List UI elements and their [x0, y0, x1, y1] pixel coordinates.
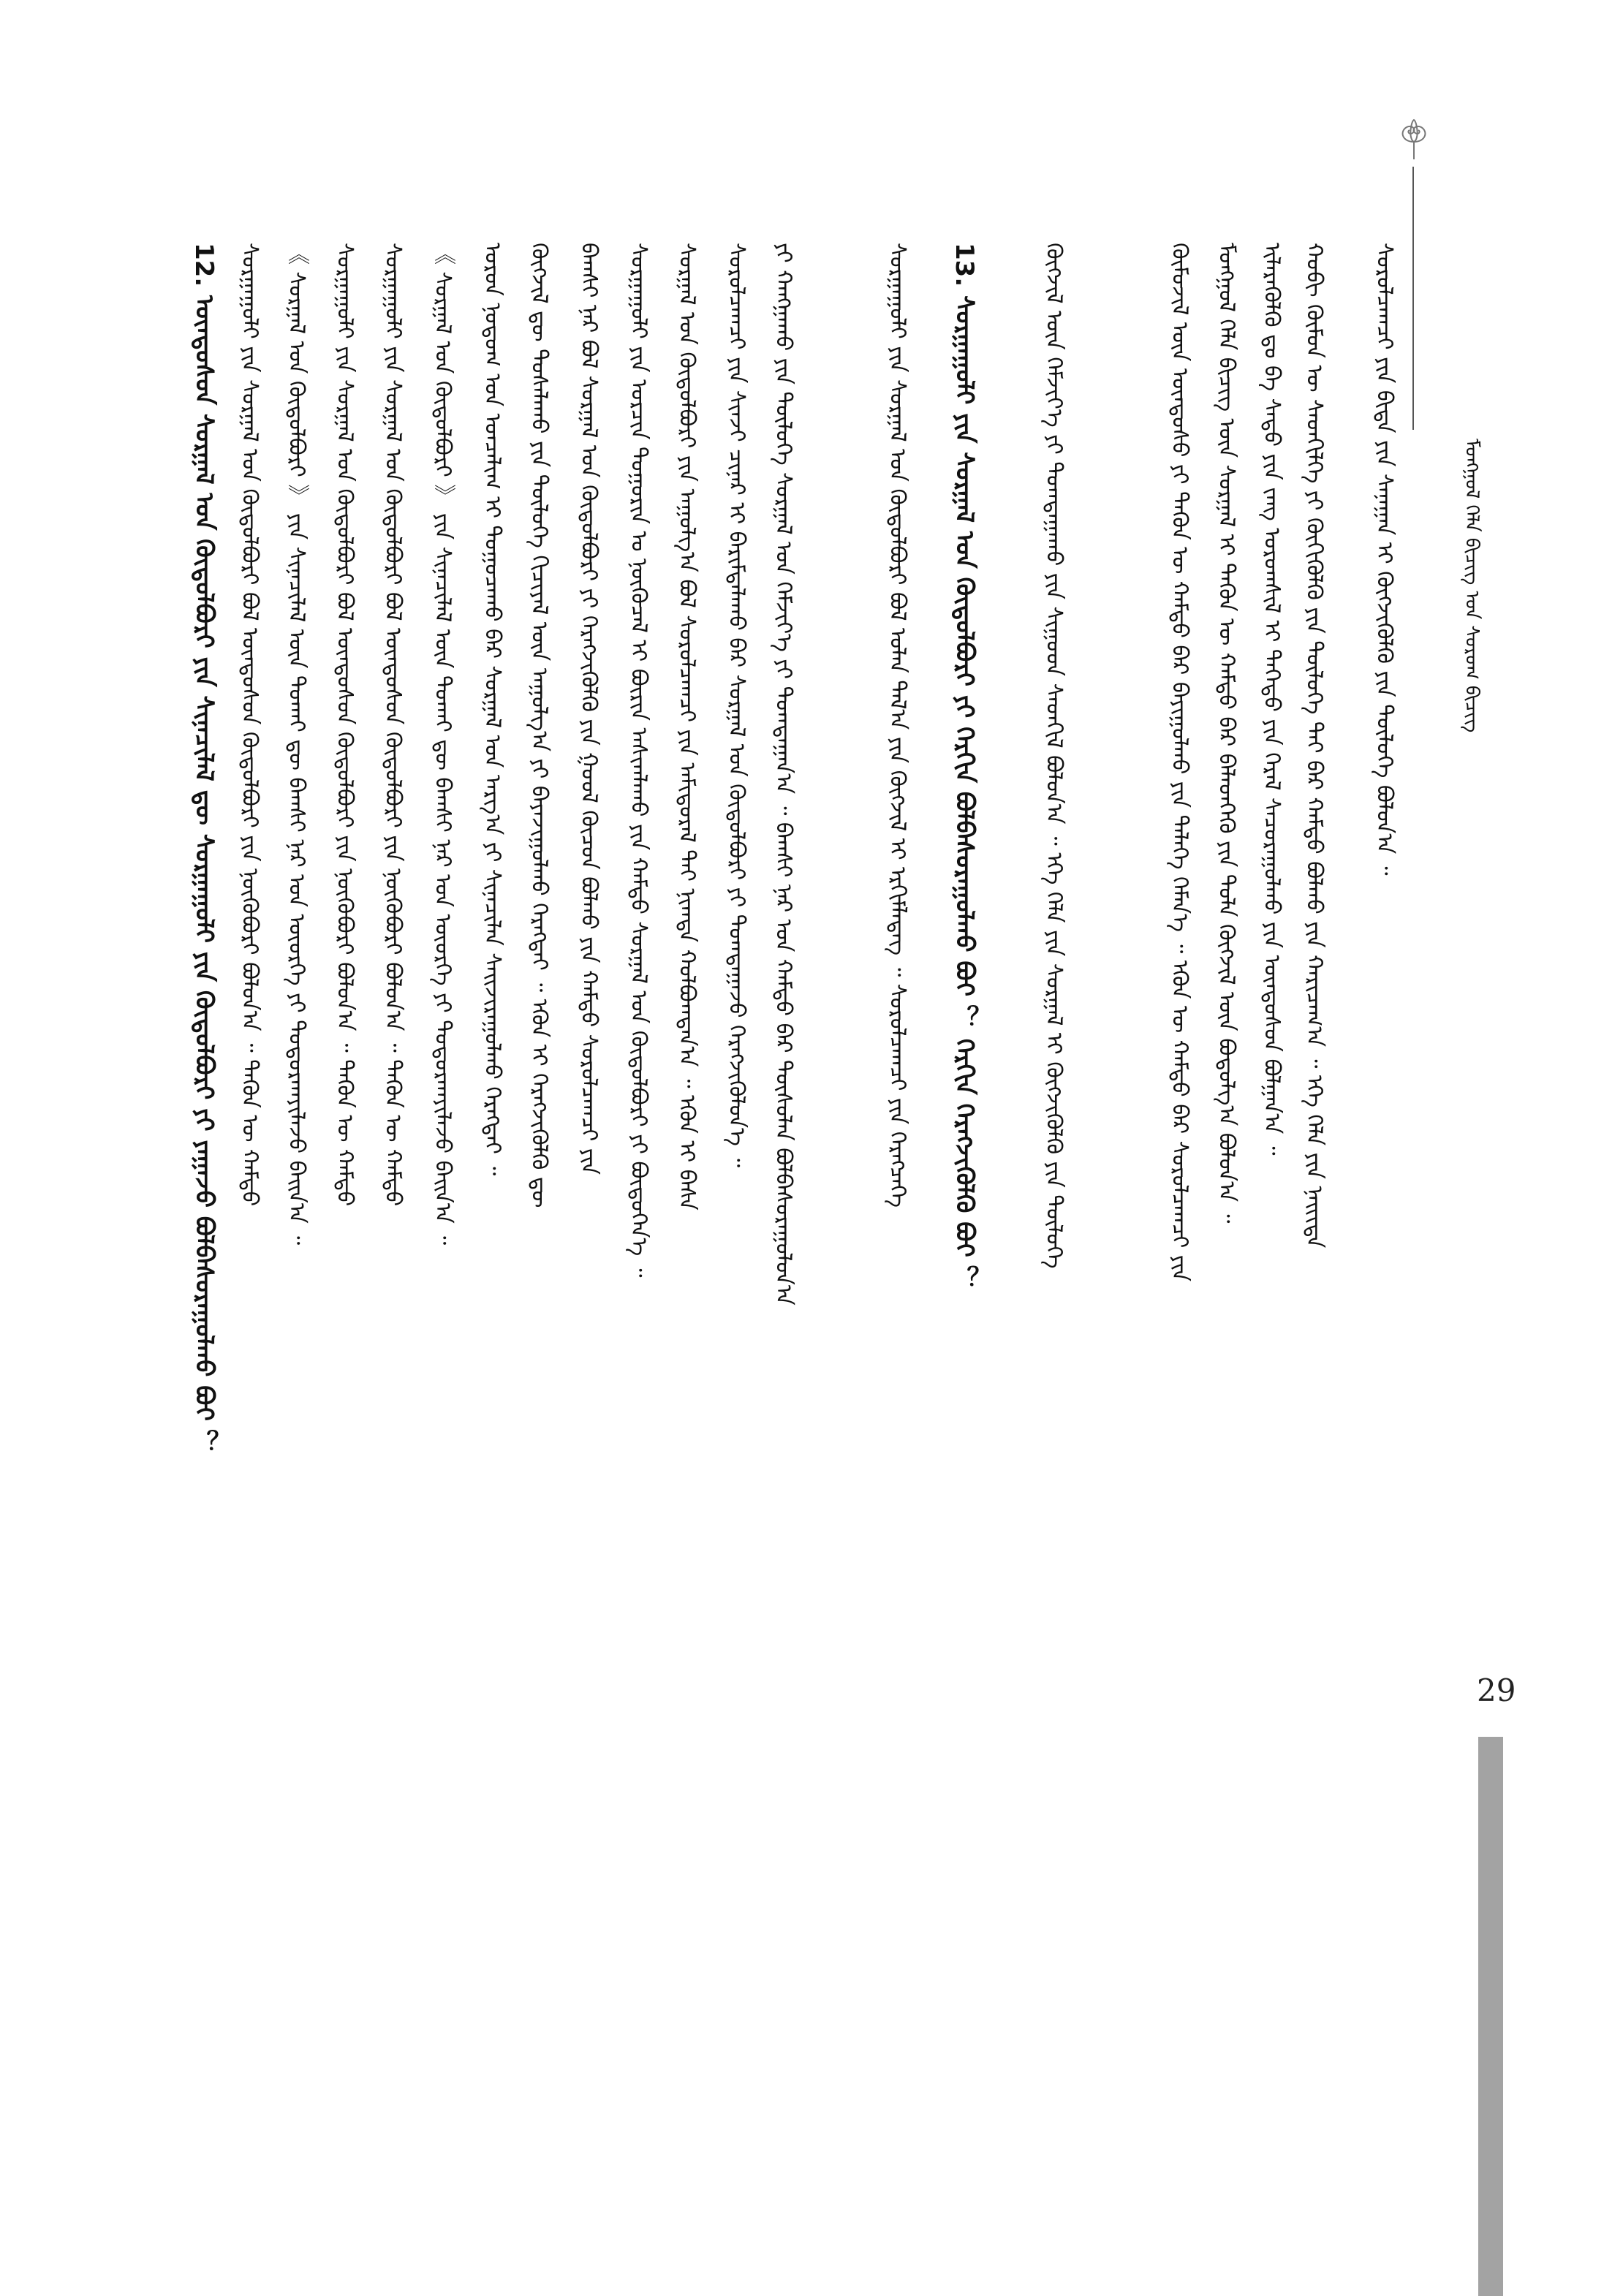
text-column-9: ᠶᠢ ᠬᠠᠩᠭᠠᠬᠤ ᠶᠢᠨ ᠲᠥᠯᠥᠭᠡ ᠰᠤᠷᠭᠠᠯ ᠤᠨ ᠬᠡᠮᠵᠢᠶ᠎ᠡ ᠶᠢ ᠲᠣᠭᠲᠠᠭᠠᠨ᠎ᠠ ᠃ ᠪᠠᠭᠰᠢ ᠨᠠᠷ ᠤᠨ ᠬᠠᠮᠲᠤ ᠪᠠᠷ ᠲᠥᠰᠥᠯᠡᠨ ᠪᠣᠯᠪᠠᠰᠤᠷᠠᠭᠤᠯᠤᠨ᠎ᠠ [771, 243, 796, 1306]
text-column-8: ᠰᠤᠷᠭᠠᠭᠤᠯᠢ ᠶᠢᠨ ᠰᠤᠷᠭᠠᠯ ᠤᠨ ᠬᠥᠲᠦᠯᠪᠦᠷᠢ ᠪᠣᠯ ᠣᠯᠠᠨ ᠲᠠᠯ᠎ᠠ ᠶᠢᠨ ᠬᠥᠭᠵᠢᠯ ᠢ ᠡᠷᠬᠢᠮᠯᠡᠳᠡᠭ ᠃ ᠰᠤᠷᠤᠯᠴᠠᠭᠴᠢ ᠶᠢᠨ ᠬᠡᠷᠡᠭᠴᠡᠭᠡ [885, 243, 910, 1208]
header-rule [1412, 167, 1414, 430]
flourish-ornament-icon [1395, 117, 1433, 161]
text-column-16: 《 ᠰᠤᠷᠭᠠᠯ ᠤᠨ ᠬᠥᠲᠦᠯᠪᠦᠷᠢ 》 ᠶᠢᠨ ᠰᠢᠨᠡᠴᠢᠯᠡᠯ ᠦᠨ ᠲᠤᠬᠠᠢ ᠳᠦ ᠪᠠᠭᠰᠢ ᠨᠠᠷ ᠤᠨ ᠦᠦᠷᠭᠡ ᠶᠢ ᠲᠣᠳᠣᠷᠬᠠᠶᠢᠯᠠᠵᠤ ᠪᠠᠢᠨ᠎ᠠ ᠃ [430, 243, 455, 1246]
text-column-6: ᠬᠥᠭᠵᠢᠯ ᠦᠨ ᠬᠡᠮᠵᠢᠶ᠎ᠡ ᠶᠢ ᠲᠣᠭᠲᠠᠭᠠᠬᠤ ᠶᠢᠨ ᠰᠢᠭᠤᠳ ᠰᠡᠳᠬᠢᠯ ᠪᠣᠯᠤᠨ᠎ᠠ ᠃ ᠡᠬᠡ ᠬᠡᠯᠡ ᠶᠢᠨ ᠰᠤᠷᠭᠠᠯ ᠢ ᠬᠥᠭᠵᠢᠭᠦᠯᠬᠦ ᠶᠢᠨ ᠲᠥᠯᠥᠭᠡ [1041, 243, 1067, 1269]
heading-text: 13. ᠰᠤᠷᠭᠠᠭᠤᠯᠢ ᠶᠢᠨ ᠰᠤᠷᠭᠠᠯ ᠤᠨ ᠬᠥᠲᠦᠯᠪᠦᠷᠢ ᠶᠢ ᠬᠡᠷᠬᠢᠨ ᠪᠣᠯᠪᠠᠰᠤᠷᠠᠭᠤᠯᠬᠤ ᠪᠤᠢ ？ ᠬᠡᠷᠬᠢᠨ ᠬᠡᠷᠡᠭᠵᠢᠭᠦᠯᠬᠦ ᠪᠤᠢ ？ [950, 243, 979, 1291]
text-column-13: ᠪᠠᠭᠰᠢ ᠨᠠᠷ ᠪᠣᠯ ᠰᠤᠷᠭᠠᠯ ᠤᠨ ᠬᠥᠲᠦᠯᠪᠦᠷᠢ ᠶᠢ ᠬᠡᠷᠡᠭᠵᠢᠭᠦᠯᠬᠦ ᠶᠢᠨ ᠭᠣᠣᠯ ᠬᠦᠴᠦᠨ ᠪᠣᠯᠬᠤ ᠶᠢᠨ ᠬᠠᠮᠲᠤ ᠰᠤᠷᠤᠯᠴᠠᠭᠴᠢ ᠶᠢᠨ [576, 243, 602, 1175]
text-column-11: ᠰᠤᠷᠭᠠᠯ ᠤᠨ ᠬᠥᠲᠦᠯᠪᠦᠷᠢ ᠶᠢᠨ ᠠᠭᠤᠯᠭ᠎ᠠ ᠪᠣᠯ ᠰᠤᠷᠤᠯᠴᠠᠭᠴᠢ ᠶᠢᠨ ᠠᠮᠢᠳᠤᠷᠠᠯ ᠲᠠᠢ ᠨᠢᠭᠲᠠ ᠬᠣᠯᠪᠣᠭᠳᠠᠨ᠎ᠠ ᠃ ᠡᠭᠦᠨ ᠢ ᠪᠠᠰᠠ [674, 243, 700, 1210]
heading-text: 12. ᠦᠨᠳᠦᠰᠦᠨ ᠰᠤᠷᠭᠠᠯ ᠤᠨ ᠬᠥᠲᠦᠯᠪᠦᠷᠢ ᠶᠢᠨ ᠰᠢᠨᠡᠴᠢᠯᠡᠯ ᠳᠦ ᠰᠤᠷᠭᠠᠭᠤᠯᠢ ᠶᠢᠨ ᠬᠥᠲᠦᠯᠪᠦᠷᠢ ᠶᠢ ᠶᠠᠭᠠᠵᠤ ᠪᠣᠯᠪᠠᠰᠤᠷᠠᠭᠤᠯᠬᠤ ᠪᠤᠢ ？ [189, 243, 219, 1455]
section-heading-13 [949, 243, 980, 2143]
running-head: ᠮᠣᠩᠭᠣᠯ ᠬᠡᠯᠡ ᠪᠢᠴᠢᠭ᠌ ᠤᠨ ᠰᠤᠷᠤᠬ ᠪᠢᠴᠢᠭ᠌ [1461, 439, 1483, 733]
text-column-4: ᠮᠣᠩᠭᠣᠯ ᠬᠡᠯᠡ ᠪᠢᠴᠢᠭ᠌ ᠦᠨ ᠰᠤᠷᠭᠠᠯ ᠢ ᠲᠡᠭᠦᠨ ᠦ ᠬᠠᠮᠲᠤ ᠪᠠᠷ ᠪᠡᠯᠡᠳᠬᠡᠬᠦ ᠶᠢᠨ ᠲᠤᠯᠠ ᠬᠥᠭᠵᠢᠯ ᠦᠨ ᠪᠣᠳᠤᠯᠭ᠎ᠠ ᠪᠣᠯᠤᠨ᠎ᠠ ᠃ [1214, 243, 1239, 1224]
thumb-index-tab [1478, 1737, 1503, 2296]
text-column-15: ᠣᠷᠣᠨ ᠨᠤᠲᠤᠭ ᠤᠨ ᠣᠨᠴᠠᠯᠢᠭ ᠢ ᠲᠣᠭᠣᠴᠠᠬᠤ ᠪᠠᠷ ᠰᠤᠷᠭᠠᠯ ᠤᠨ ᠠᠷᠭ᠎ᠠ ᠶᠢ ᠰᠢᠨᠡᠴᠢᠯᠡᠨ ᠰᠠᠢᠵᠢᠷᠠᠭᠤᠯᠬᠤ ᠬᠡᠷᠡᠭᠲᠡᠢ ᠃ [480, 243, 505, 1176]
text-column-10: ᠰᠤᠷᠤᠯᠴᠠᠭᠴᠢ ᠶᠢᠨ ᠰᠢᠨᠵᠢ ᠴᠢᠨᠠᠷ ᠢ ᠪᠠᠷᠢᠮᠲᠠᠯᠠᠬᠤ ᠪᠠᠷ ᠰᠤᠷᠭᠠᠯ ᠤᠨ ᠬᠥᠲᠦᠯᠪᠦᠷᠢ ᠶᠢ ᠲᠣᠭᠲᠠᠭᠠᠵᠤ ᠬᠡᠷᠡᠭᠵᠢᠭᠦᠯᠦᠨ᠎ᠡ ᠃ [724, 243, 749, 1168]
text-column-19: 《 ᠰᠤᠷᠭᠠᠯ ᠤᠨ ᠬᠥᠲᠦᠯᠪᠦᠷᠢ 》 ᠶᠢᠨ ᠰᠢᠨᠡᠴᠢᠯᠡᠯ ᠦᠨ ᠲᠤᠬᠠᠢ ᠳᠦ ᠪᠠᠭᠰᠢ ᠨᠠᠷ ᠤᠨ ᠦᠦᠷᠭᠡ ᠶᠢ ᠲᠣᠳᠣᠷᠬᠠᠶᠢᠯᠠᠵᠤ ᠪᠠᠢᠨ᠎ᠠ ᠃ [284, 243, 309, 1246]
text-column-1: ᠰᠤᠷᠤᠯᠴᠠᠭᠴᠢ ᠶᠢᠨ ᠪᠢᠳᠡ ᠶᠢᠨ ᠰᠠᠨᠠᠭᠠᠨ ᠢ ᠬᠥᠭᠵᠢᠭᠦᠯᠬᠦ ᠶᠢᠨ ᠲᠥᠯᠥᠭᠡ ᠪᠣᠯᠤᠨ᠎ᠠ ᠃ [1372, 243, 1397, 876]
text-column-14: ᠬᠥᠭᠵᠢᠯ ᠳᠦ ᠲᠤᠰᠠᠯᠠᠬᠤ ᠶᠢᠨ ᠲᠥᠯᠥᠭᠡ ᠬᠢᠴᠢᠶᠡᠯ ᠦᠨ ᠠᠭᠤᠯᠭ᠎ᠠ ᠶᠢ ᠪᠠᠶᠠᠵᠢᠭᠤᠯᠬᠤ ᠬᠡᠷᠡᠭᠲᠡᠢ ᠃ ᠡᠭᠦᠨ ᠢ ᠬᠡᠷᠡᠭᠵᠢᠭᠦᠯᠬᠦ ᠳᠦ [526, 243, 552, 1208]
text-column-20: ᠰᠤᠷᠭᠠᠭᠤᠯᠢ ᠶᠢᠨ ᠰᠤᠷᠭᠠᠯ ᠤᠨ ᠬᠥᠲᠦᠯᠪᠦᠷᠢ ᠪᠣᠯ ᠦᠨᠳᠦᠰᠦᠨ ᠬᠥᠲᠦᠯᠪᠦᠷᠢ ᠶᠢᠨ ᠨᠥᠬᠥᠪᠥᠷᠢ ᠪᠣᠯᠤᠨ᠎ᠠ ᠃ ᠲᠡᠭᠦᠨ ᠦ ᠬᠠᠮᠲᠤ [237, 243, 262, 1207]
text-column-5: ᠬᠦᠮᠦᠵᠢᠯ ᠦᠨ ᠦᠨᠳᠦᠰᠦ ᠶᠢ ᠲᠡᠭᠦᠨ ᠦ ᠬᠠᠮᠲᠤ ᠪᠠᠷ ᠪᠠᠶᠢᠭᠤᠯᠬᠤ ᠶᠢᠨ ᠲᠡᠯᠡᠭᠡ ᠬᠡᠮᠡᠨ᠎ᠡ ᠃ ᠡᠭᠦᠨ ᠦ ᠬᠠᠮᠲᠤ ᠪᠠᠷ ᠰᠤᠷᠤᠯᠴᠠᠭᠴᠢ ᠶᠢᠨ [1167, 243, 1192, 1282]
text-column-2: ᠬᠤᠪᠢ ᠬᠥᠮᠦᠨ ᠦ ᠰᠡᠳᠬᠢᠯᠭᠡ ᠶᠢ ᠬᠥᠬᠢᠭᠦᠯᠬᠦ ᠶᠢᠨ ᠲᠥᠯᠥᠭᠡ ᠲᠠᠢ ᠪᠡᠷ ᠬᠠᠮᠲᠤ ᠪᠣᠯᠬᠤ ᠶᠢᠨ ᠬᠠᠷᠢᠴᠠᠭ᠎ᠠ ᠃ ᠡᠬᠡ ᠬᠡᠯᠡ ᠶᠢᠨ ᠨᠡᠢᠢᠲᠡ [1301, 243, 1327, 1249]
section-heading-12 [189, 243, 219, 2143]
text-column-17: ᠰᠤᠷᠭᠠᠭᠤᠯᠢ ᠶᠢᠨ ᠰᠤᠷᠭᠠᠯ ᠤᠨ ᠬᠥᠲᠦᠯᠪᠦᠷᠢ ᠪᠣᠯ ᠦᠨᠳᠦᠰᠦᠨ ᠬᠥᠲᠦᠯᠪᠦᠷᠢ ᠶᠢᠨ ᠨᠥᠬᠥᠪᠥᠷᠢ ᠪᠣᠯᠤᠨ᠎ᠠ ᠃ ᠲᠡᠭᠦᠨ ᠦ ᠬᠠᠮᠲᠤ [380, 243, 406, 1207]
text-column-12: ᠰᠤᠷᠭᠠᠭᠤᠯᠢ ᠶᠢᠨ ᠣᠷᠴᠢᠨ ᠲᠣᠭᠣᠷᠢᠨ ᠤ ᠨᠥᠬᠥᠴᠡᠯ ᠢ ᠪᠦᠷᠢᠨ ᠠᠰᠢᠭᠯᠠᠬᠤ ᠶᠢᠨ ᠬᠠᠮᠲᠤ ᠰᠤᠷᠭᠠᠯ ᠤᠨ ᠬᠥᠲᠦᠯᠪᠦᠷᠢ ᠶᠢ ᠪᠦᠲᠦᠭᠡᠨ᠎ᠡ ᠃ [626, 243, 651, 1278]
page-number: 29 [1477, 1672, 1516, 1708]
text-column-3: ᠢᠯᠡᠷᠡᠭᠦᠯᠬᠦ ᠳᠤ ᠪᠠ ᠰᠠᠳᠤ ᠶᠢᠨ ᠵᠠᠩ ᠤᠷᠤᠭᠰᠢᠯ ᠢ ᠳᠡᠭᠡᠳᠦ ᠶᠢᠨ ᠭᠡᠷᠡᠯ ᠰᠠᠴᠤᠷᠠᠭᠤᠯᠬᠤ ᠶᠢᠨ ᠦᠨᠳᠦᠰᠦᠨ ᠪᠣᠯᠭᠠᠨ᠎ᠠ ᠃ [1259, 243, 1285, 1156]
text-column-18: ᠰᠤᠷᠭᠠᠭᠤᠯᠢ ᠶᠢᠨ ᠰᠤᠷᠭᠠᠯ ᠤᠨ ᠬᠥᠲᠦᠯᠪᠦᠷᠢ ᠪᠣᠯ ᠦᠨᠳᠦᠰᠦᠨ ᠬᠥᠲᠦᠯᠪᠦᠷᠢ ᠶᠢᠨ ᠨᠥᠬᠥᠪᠥᠷᠢ ᠪᠣᠯᠤᠨ᠎ᠠ ᠃ ᠲᠡᠭᠦᠨ ᠦ ᠬᠠᠮᠲᠤ [332, 243, 357, 1207]
